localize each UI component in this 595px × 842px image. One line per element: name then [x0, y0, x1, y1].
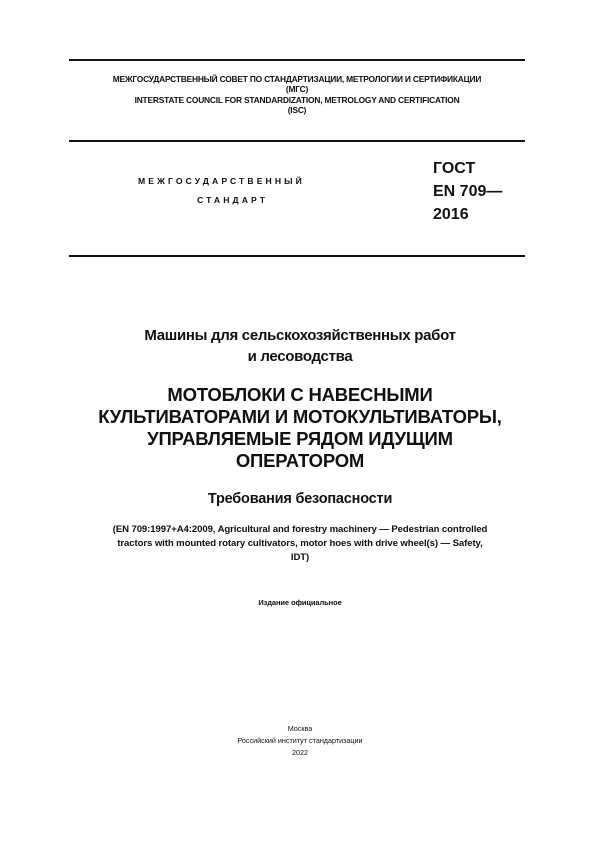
middle-rule — [69, 140, 525, 142]
title-main — [60, 384, 540, 472]
title-main-line3: УПРАВЛЯЕМЫЕ РЯДОМ ИДУЩИМ — [147, 428, 453, 449]
designation-line1: ГОСТ — [433, 160, 476, 177]
title-subject — [60, 325, 540, 367]
imprint-year: 2022 — [292, 748, 308, 757]
designation-line3: 2016 — [433, 206, 469, 223]
council-name-ru: МЕЖГОСУДАРСТВЕННЫЙ СОВЕТ ПО СТАНДАРТИЗАЦИИ, МЕТРОЛОГИИ И СЕРТИФИКАЦИИ — [112, 74, 482, 84]
title-subject-line2: и лесоводства — [247, 348, 353, 365]
council-abbr-ru: (МГС) — [285, 84, 309, 95]
en-reference-line1: (EN 709:1997+A4:2009, Agricultural and forestry machinery — Pedestrian controlled — [112, 524, 488, 535]
standard-type-line2: СТАНДАРТ — [197, 195, 269, 205]
en-reference-line3: IDT) — [290, 552, 310, 563]
imprint-publisher: Российский институт стандартизации — [237, 736, 363, 745]
designation-line2: EN 709— — [433, 183, 503, 200]
official-edition: Издание официальное — [258, 598, 342, 607]
bottom-rule — [69, 255, 525, 257]
title-main-line4: ОПЕРАТОРОМ — [235, 450, 365, 471]
en-reference-line2: tractors with mounted rotary cultivators, motor hoes with drive wheel(s) — Safety, — [117, 538, 483, 549]
council-abbr-en: (ISC) — [287, 105, 307, 116]
title-subject-line1: Машины для сельскохозяйственных работ — [144, 327, 456, 344]
title-requirements: Требования безопасности — [207, 491, 393, 507]
en-reference — [40, 523, 560, 565]
title-main-line2: КУЛЬТИВАТОРАМИ И МОТОКУЛЬТИВАТОРЫ, — [98, 406, 502, 427]
imprint-city: Москва — [287, 724, 313, 733]
council-header — [69, 74, 525, 116]
council-name-en: INTERSTATE COUNCIL FOR STANDARDIZATION, METROLOGY AND CERTIFICATION — [134, 94, 460, 105]
title-main-line1: МОТОБЛОКИ С НАВЕСНЫМИ — [167, 384, 433, 405]
imprint — [60, 723, 540, 759]
top-rule — [69, 59, 525, 61]
standard-designation — [433, 157, 502, 226]
standard-type-line1: МЕЖГОСУДАРСТВЕННЫЙ — [138, 176, 305, 186]
